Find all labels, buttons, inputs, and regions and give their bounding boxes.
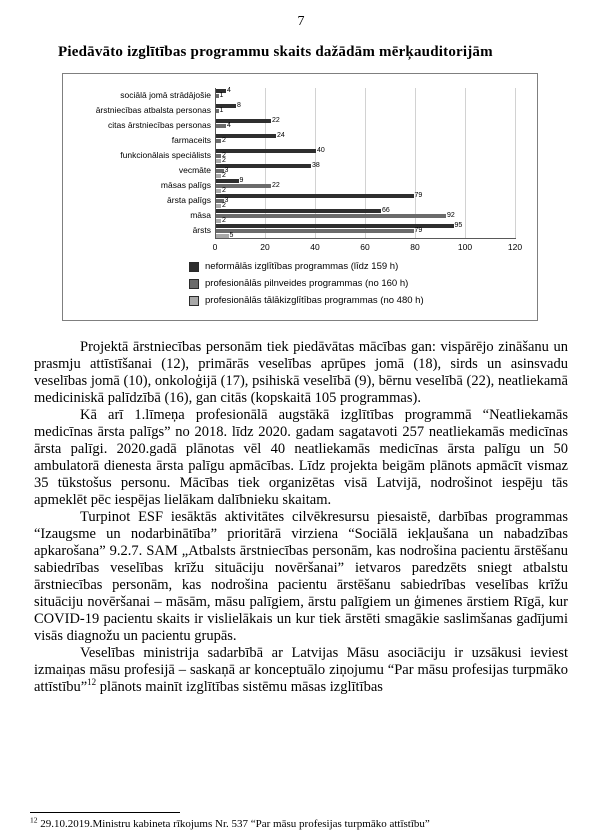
bar-line	[216, 219, 516, 223]
page-number: 7	[297, 14, 305, 29]
bar-value-label: 2	[222, 202, 226, 209]
bar-value-label: 8	[237, 102, 241, 109]
bar-line	[216, 129, 516, 133]
bar	[216, 149, 316, 153]
bar-group	[216, 118, 516, 133]
category-label: māsas palīgs	[160, 180, 211, 190]
bar	[216, 164, 311, 168]
bar	[216, 94, 219, 98]
bar	[216, 229, 414, 233]
bar-group	[216, 148, 516, 163]
bar-group	[216, 193, 516, 208]
chart-title: Piedāvāto izglītības programmu skaits dažādām mērķauditorijām	[58, 44, 493, 60]
paragraph-4-text: Veselības ministrija sadarbībā ar Latvijas Māsu asociāciju ir uzsākusi ieviest izmaiņas māsu profesijā – saskaņā ar konceptuālo ziņojumu “Par māsu profesijas turpmāko attīstību”	[34, 645, 568, 695]
x-axis	[212, 239, 523, 253]
x-axis-row	[67, 239, 529, 253]
bar-line	[216, 189, 516, 193]
bar-group	[216, 208, 516, 223]
legend-item	[189, 295, 424, 306]
category-label: sociālā jomā strādājošie	[120, 90, 211, 100]
legend-label: neformālās izglītības programmas (līdz 159 h)	[205, 261, 399, 272]
body-text	[34, 339, 568, 696]
footnote	[30, 812, 540, 831]
bar-line	[216, 184, 516, 188]
bar-line	[216, 114, 516, 118]
bar	[216, 139, 221, 143]
bar-line	[216, 99, 516, 103]
bar	[216, 154, 221, 158]
bar-line	[216, 149, 516, 153]
bar-line	[216, 109, 516, 113]
footnote-reference: 12	[87, 677, 97, 688]
bar-value-label: 3	[224, 197, 229, 204]
paragraph-2: Kā arī 1.līmeņa profesionālā augstākā izglītības programmā “Neatliekamās medicīnas ārsta palīgs” no 2018. līdz 2020. gadam sagatavoti 257 neatliekamās medicīnas ārsta palīgi. 2020.gadā plānotas vēl 40 neatliekamās medicīnas ārsta palīgu un 50 ambulatorā dienesta ārsta palīgu apmācības. Līdz projekta beigām plānots apmācīt vismaz 35 tūkstošus personu. Mācības tiek organizētas visā Latvijā, nodrošinot iespēju tās apmeklēt pēc iespējas lielākam dalībnieku skaitam.	[34, 407, 568, 508]
bar-value-label: 2	[222, 217, 226, 224]
bar-value-label: 66	[382, 207, 390, 214]
category-label: māsa	[190, 210, 211, 220]
bar	[216, 179, 239, 183]
bar-group	[216, 88, 516, 103]
bar-value-label: 4	[227, 87, 231, 94]
chart-figure	[62, 73, 538, 321]
bar-value-label: 2	[222, 137, 226, 144]
bar-line	[216, 159, 516, 163]
bar-value-label: 79	[414, 227, 423, 234]
legend-marker	[189, 296, 199, 306]
x-tick-label: 20	[260, 242, 270, 252]
bar-value-label: 5	[229, 232, 234, 239]
bar-value-label: 2	[222, 187, 226, 194]
bar-line	[216, 139, 516, 143]
category-label: ārsts	[192, 225, 211, 235]
bar-value-label: 24	[277, 132, 285, 139]
bar-value-label: 38	[312, 162, 320, 169]
category-label: funkcionālais speciālists	[120, 150, 211, 160]
bar-group	[216, 163, 516, 178]
x-tick-label: 120	[507, 242, 523, 252]
legend-item	[189, 261, 424, 272]
x-tick-label: 100	[457, 242, 473, 252]
bar-value-label: 4	[227, 122, 231, 129]
bar-line	[216, 169, 516, 173]
bar-value-label: 22	[272, 117, 280, 124]
bar-value-label: 2	[222, 157, 226, 164]
footnote-text: 29.10.2019.Ministru kabineta rīkojums Nr. 537 “Par māsu profesijas turpmāko attīstību”	[37, 818, 430, 830]
bar-line	[216, 154, 516, 158]
legend-item	[189, 278, 424, 289]
chart-plot-area	[67, 88, 529, 239]
bar	[216, 214, 446, 218]
bar	[216, 209, 381, 213]
category-label: farmaceits	[171, 135, 211, 145]
legend-label: profesionālās pilnveides programmas (no 160 h)	[205, 278, 409, 289]
bar-line	[216, 179, 516, 183]
paragraph-4-continuation: plānots mainīt izglītības sistēmu māsas izglītības	[96, 679, 383, 695]
category-label: vecmāte	[178, 165, 211, 175]
bar-line	[216, 94, 516, 98]
bar-value-label: 40	[317, 147, 325, 154]
bar-line	[216, 199, 516, 203]
paragraph-4	[34, 645, 568, 696]
paragraph-1: Projektā ārstniecības personām tiek piedāvātas mācības gan: vispārējo zināšanu un prasmju attīstīšanai (12), primārās veselības aprūpes jomā (18), sirds un asinsvadu veselības jomā (10), onkoloģijā (17), psihiskā veselībā (9), bērnu veselībā (22), neatliekamā mediciniskā palīdzībā (16), gan citās (kopskaitā 105 programmas).	[34, 339, 568, 406]
x-tick-label: 40	[310, 242, 320, 252]
bar-line	[216, 209, 516, 213]
paragraph-3: Turpinot ESF iesāktās aktivitātes cilvēkresursu piesaistē, darbības programmas “Izaugsme un nodarbinātība” prioritārā virziena “Sociālā iekļaušana un nabadzības apkarošana” 9.2.7. SAM „Atbalsts ārstniecības personām, kas nodrošina pacientu ārstēšanu sabiedrības veselības krīžu situāciju novēršanai” ietvaros paredzēts sniegt atbalstu ārstniecības personām, kas nodrošina pacientu ārstēšanu sabiedrības veselības krīžu situāciju novēršanai – māsām, māsu palīgiem, ārstu palīgiem un ģimenes ārstiem Rīgā, kur COVID-19 pacientu skaits ir vislielākais un kur tiek ārstēti smagākie saslimšanas gadījumi visās diagnožu un pacientu grupās.	[34, 509, 568, 644]
bar	[216, 234, 229, 238]
bar	[216, 159, 221, 163]
bar-value-label: 2	[222, 152, 226, 159]
bar	[216, 204, 221, 208]
category-label: ārstniecības atbalsta personas	[95, 105, 211, 115]
bar-line	[216, 89, 516, 93]
bar-group	[216, 178, 516, 193]
bar	[216, 174, 221, 178]
bar-value-label: 1	[219, 92, 224, 99]
bar-value-label: 92	[447, 212, 455, 219]
legend-label: profesionālās tālākizglītības programmas (no 480 h)	[205, 295, 424, 306]
bar-value-label: 22	[272, 182, 280, 189]
bar-line	[216, 164, 516, 168]
bar-value-label: 2	[222, 172, 226, 179]
bar-line	[216, 194, 516, 198]
bar-line	[216, 104, 516, 108]
legend-marker	[189, 262, 199, 272]
bar	[216, 119, 271, 123]
bar	[216, 189, 221, 193]
bar-value-label: 1	[219, 107, 224, 114]
bar-line	[216, 134, 516, 138]
bar-value-label: 9	[239, 177, 244, 184]
footnote-marker: 12	[30, 815, 38, 825]
x-tick-label: 0	[212, 242, 218, 252]
bar	[216, 109, 219, 113]
bar-group	[216, 133, 516, 148]
x-tick-label: 80	[410, 242, 420, 252]
category-label: citas ārstniecības personas	[108, 120, 211, 130]
bar-group	[216, 103, 516, 118]
bar-value-label: 95	[454, 222, 463, 229]
bar-line	[216, 144, 516, 148]
bar-value-label: 3	[224, 167, 229, 174]
chart-plot	[215, 88, 516, 239]
bar-line	[216, 224, 516, 228]
bar-line	[216, 204, 516, 208]
bar-line	[216, 124, 516, 128]
chart-legend	[189, 261, 424, 306]
bar-line	[216, 234, 516, 238]
category-axis	[67, 88, 215, 238]
bar-line	[216, 214, 516, 218]
axis-spacer	[67, 239, 215, 253]
bar	[216, 219, 221, 223]
bar-line	[216, 119, 516, 123]
legend-marker	[189, 279, 199, 289]
bar-value-label: 79	[414, 192, 423, 199]
footnote-separator	[30, 812, 180, 813]
bar	[216, 124, 226, 128]
x-tick-label: 60	[360, 242, 370, 252]
bar	[216, 194, 414, 198]
category-label: ārsta palīgs	[167, 195, 211, 205]
bar-line	[216, 174, 516, 178]
footnote-line	[30, 817, 540, 831]
bar-line	[216, 229, 516, 233]
bar-group	[216, 223, 516, 238]
